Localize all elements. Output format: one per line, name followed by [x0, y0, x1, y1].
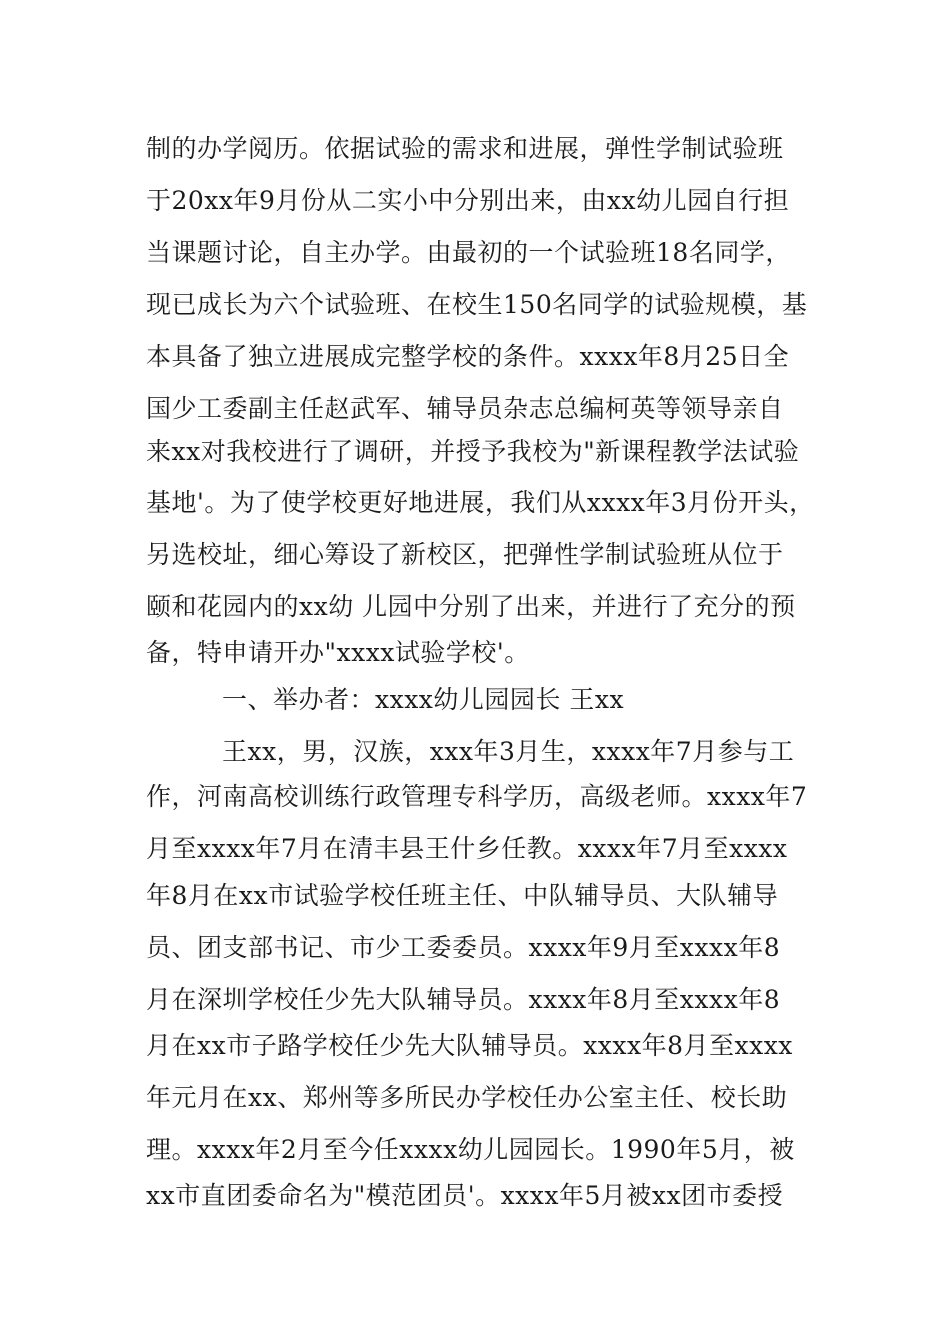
body-text-line: 另选校址，细心筹设了新校区，把弹性学制试验班从位于	[146, 540, 784, 569]
body-text-line: 年元月在xx、郑州等多所民办学校任办公室主任、校长助	[146, 1083, 788, 1112]
body-text-line: 颐和花园内的xx幼 儿园中分别了出来，并进行了充分的预	[146, 592, 796, 621]
body-text-line: 本具备了独立进展成完整学校的条件。xxxx年8月25日全	[146, 342, 790, 371]
body-text-line: 基地'。为了使学校更好地进展，我们从xxxx年3月份开头，	[146, 488, 815, 517]
body-text-line: 当课题讨论，自主办学。由最初的一个试验班18名同学，	[146, 238, 791, 267]
body-text-line: 国少工委副主任赵武军、辅导员杂志总编柯英等领导亲自	[146, 394, 784, 423]
body-text-line: 王xx，男，汉族，xxx年3月生，xxxx年7月参与工	[222, 737, 795, 766]
body-text-line: 制的办学阅历。依据试验的需求和进展，弹性学制试验班	[146, 134, 784, 163]
body-text-line: 作，河南高校训练行政管理专科学历，高级老师。xxxx年7	[146, 782, 808, 811]
body-text-line: xx市直团委命名为"模范团员'。xxxx年5月被xx团市委授	[146, 1181, 784, 1210]
body-text-line: 理。xxxx年2月至今任xxxx幼儿园园长。1990年5月，被	[146, 1135, 795, 1164]
body-text-line: 来xx对我校进行了调研，并授予我校为"新课程教学法试验	[146, 437, 800, 466]
body-text-line: 月至xxxx年7月在清丰县王什乡任教。xxxx年7月至xxxx	[146, 834, 788, 863]
body-text-line: 月在深圳学校任少先大队辅导员。xxxx年8月至xxxx年8	[146, 985, 781, 1014]
body-text-line: 现已成长为六个试验班、在校生150名同学的试验规模，基	[146, 290, 808, 319]
body-text-line: 员、团支部书记、市少工委委员。xxxx年9月至xxxx年8	[146, 933, 781, 962]
section-heading: 一、举办者：xxxx幼儿园园长 王xx	[222, 685, 625, 714]
body-text-line: 年8月在xx市试验学校任班主任、中队辅导员、大队辅导	[146, 881, 779, 910]
body-text-line: 月在xx市子路学校任少先大队辅导员。xxxx年8月至xxxx	[146, 1031, 793, 1060]
body-text-line: 备，特申请开办"xxxx试验学校'。	[146, 638, 530, 667]
body-text-line: 于20xx年9月份从二实小中分别出来，由xx幼儿园自行担	[146, 186, 790, 215]
